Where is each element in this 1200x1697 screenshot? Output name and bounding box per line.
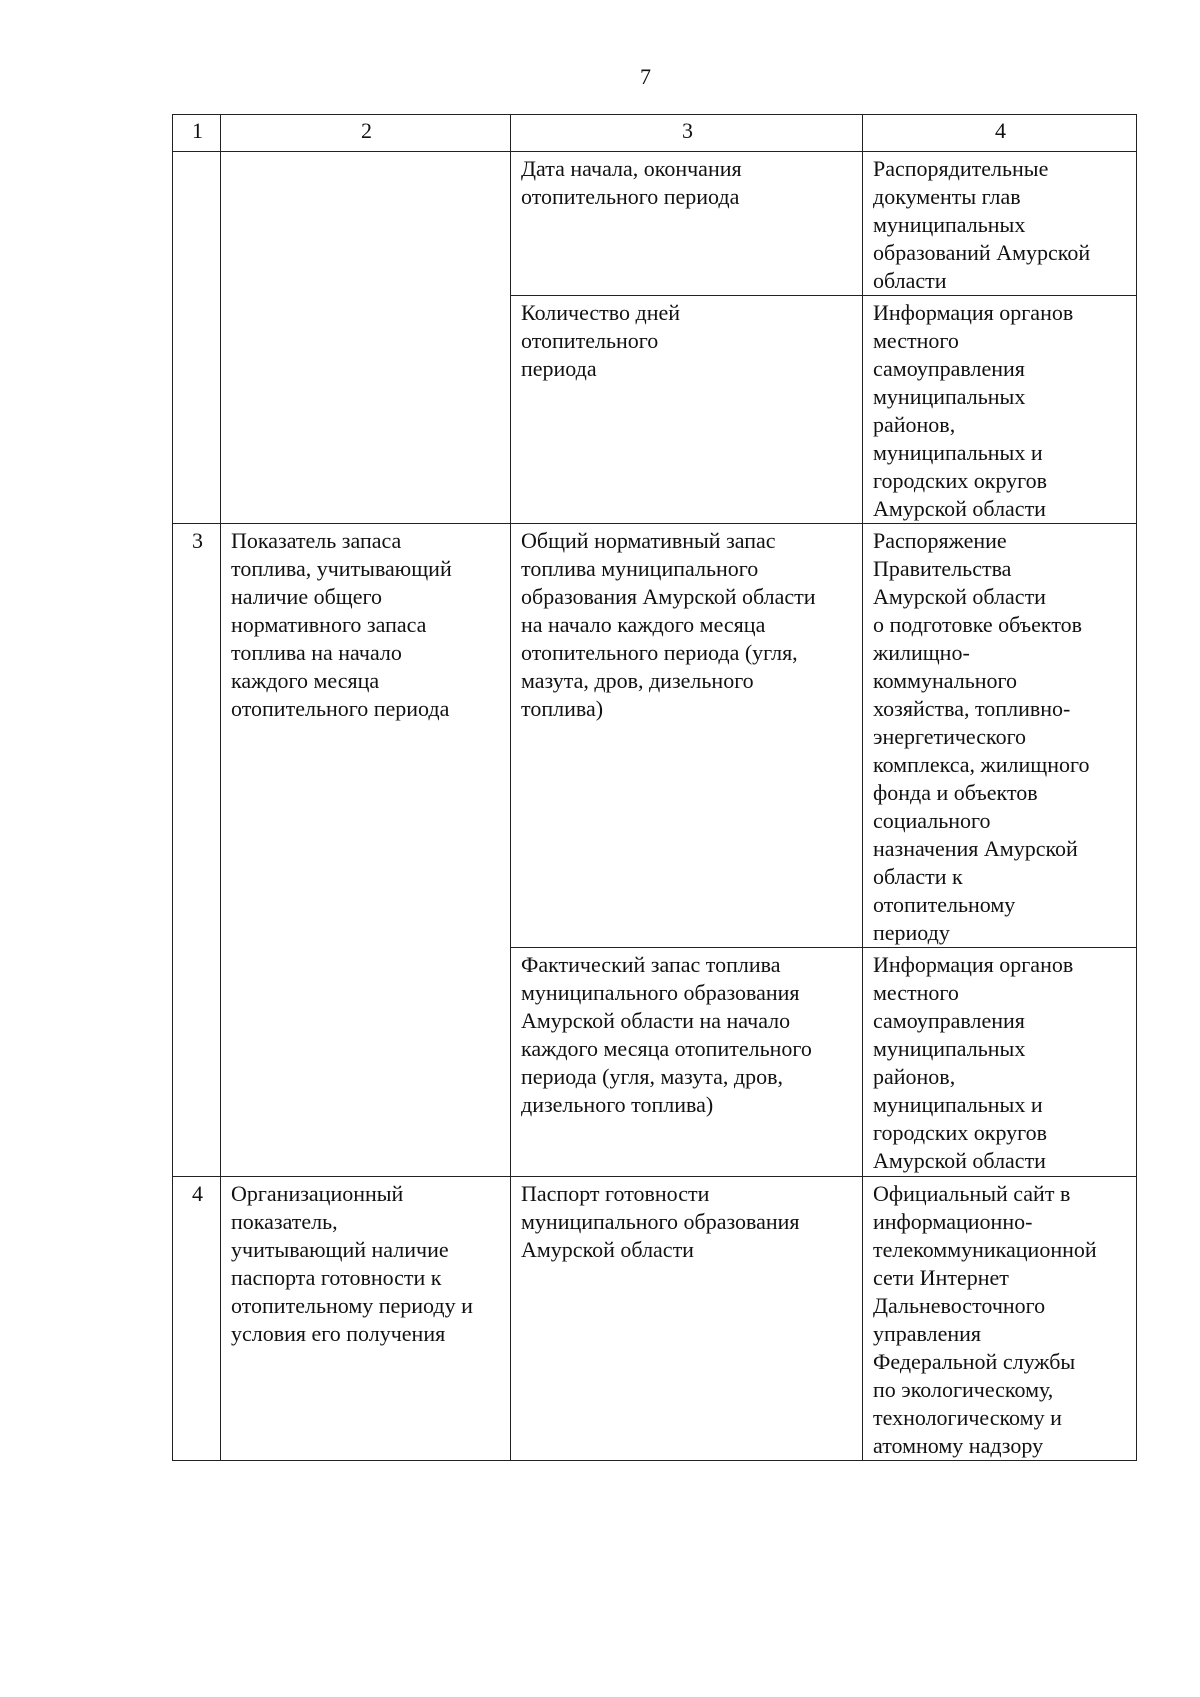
table-header-row [173, 115, 1137, 152]
row-number-cell: 3 [173, 524, 221, 1177]
row-number-cell: 4 [173, 1177, 221, 1461]
header-cell-2: 2 [221, 115, 511, 152]
source-cell: Распорядительные документы глав муниципальных образований Амурской области [863, 152, 1137, 296]
table-row [173, 152, 1137, 296]
header-cell-4: 4 [863, 115, 1137, 152]
indicator-cell: Показатель запаса топлива, учитывающий наличие общего нормативного запаса топлива на начало каждого месяца отопительного периода [221, 524, 511, 1177]
page-number: 7 [640, 64, 651, 89]
header-cell-1: 1 [173, 115, 221, 152]
parameter-cell: Фактический запас топлива муниципального образования Амурской области на начало каждого месяца отопительного периода (угля, мазута, дров, дизельного топлива) [511, 948, 863, 1177]
table-row [173, 1177, 1137, 1461]
document-table [172, 114, 1137, 1461]
source-cell: Распоряжение Правительства Амурской области о подготовке объектов жилищно- коммунального хозяйства, топливно- энергетического комплекса, жилищного фонда и объектов социального назначения Амурской области к отопительному периоду [863, 524, 1137, 948]
table-row [173, 524, 1137, 948]
row-number-cell [173, 152, 221, 524]
source-cell: Информация органов местного самоуправления муниципальных районов, муниципальных и городских округов Амурской области [863, 296, 1137, 524]
parameter-cell: Количество дней отопительного периода [511, 296, 863, 524]
source-cell: Официальный сайт в информационно- телекоммуникационной сети Интернет Дальневосточного управления Федеральной службы по экологическому, технологическому и атомному надзору [863, 1177, 1137, 1461]
source-cell: Информация органов местного самоуправления муниципальных районов, муниципальных и городских округов Амурской области [863, 948, 1137, 1177]
parameter-cell: Общий нормативный запас топлива муниципального образования Амурской области на начало каждого месяца отопительного периода (угля, мазута, дров, дизельного топлива) [511, 524, 863, 948]
indicator-cell [221, 152, 511, 524]
parameter-cell: Дата начала, окончания отопительного периода [511, 152, 863, 296]
parameter-cell: Паспорт готовности муниципального образования Амурской области [511, 1177, 863, 1461]
header-cell-3: 3 [511, 115, 863, 152]
indicator-cell: Организационный показатель, учитывающий наличие паспорта готовности к отопительному периоду и условия его получения [221, 1177, 511, 1461]
